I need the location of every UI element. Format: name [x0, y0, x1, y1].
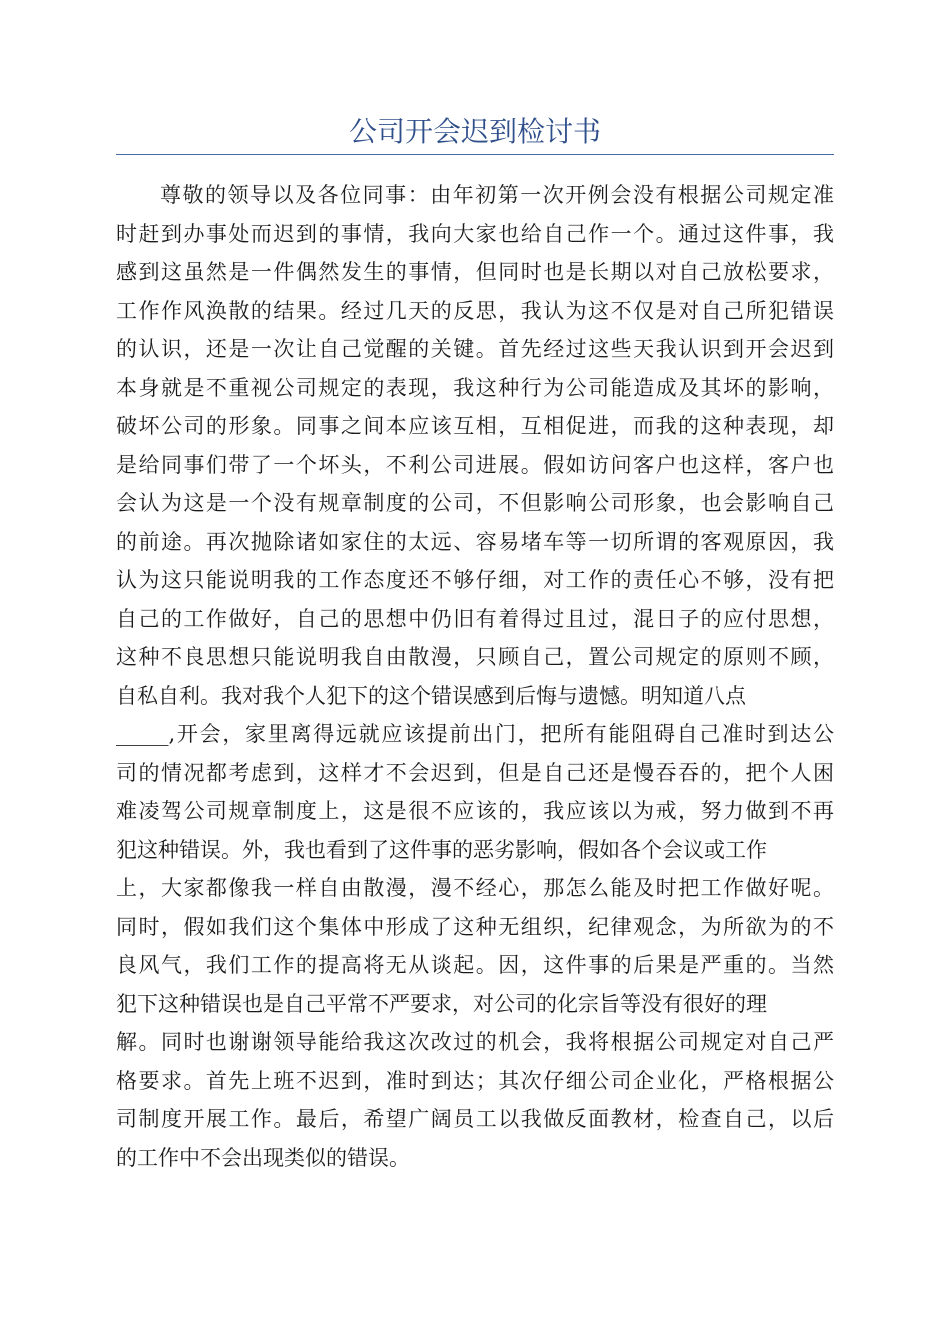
body-line: _____,开会，家里离得远就应该提前出门，把所有能阻碍自己准时到达公	[116, 722, 834, 746]
document-body	[116, 176, 834, 1177]
body-line: 良风气，我们工作的提高将无从谈起。因，这件事的后果是严重的。当然	[116, 953, 834, 977]
body-line: 司制度开展工作。最后，希望广阔员工以我做反面教材，检查自己，以后	[116, 1107, 834, 1131]
body-line: 的工作中不会出现类似的错误。	[116, 1145, 410, 1170]
body-line: 难凌驾公司规章制度上，这是很不应该的，我应该以为戒，努力做到不再	[116, 799, 834, 823]
body-line: 的认识，还是一次让自己觉醒的关键。首先经过这些天我认识到开会迟到	[116, 337, 834, 361]
body-line: 犯下这种错误也是自己平常不严要求，对公司的化宗旨等没有很好的理	[116, 991, 767, 1016]
body-line: 自己的工作做好，自己的思想中仍旧有着得过且过，混日子的应付思想，	[116, 606, 834, 631]
body-line: 破坏公司的形象。同事之间本应该互相，互相促进，而我的这种表现，却	[116, 414, 834, 438]
body-line: 是给同事们带了一个坏头，不利公司进展。假如访问客户也这样，客户也	[116, 452, 834, 477]
body-line: 时赶到办事处而迟到的事情，我向大家也给自己作一个。通过这件事，我	[116, 221, 834, 246]
body-line: 这种不良思想只能说明我自由散漫，只顾自己，置公司规定的原则不顾，	[116, 645, 834, 669]
body-line: 同时，假如我们这个集体中形成了这种无组织，纪律观念，为所欲为的不	[116, 914, 834, 939]
body-line: 感到这虽然是一件偶然发生的事情，但同时也是长期以对自己放松要求，	[116, 260, 834, 284]
body-line: 上，大家都像我一样自由散漫，漫不经心，那怎么能及时把工作做好呢。	[116, 876, 834, 900]
body-line: 犯这种错误。外，我也看到了这件事的恶劣影响，假如各个会议或工作	[116, 837, 767, 862]
body-line: 解。同时也谢谢领导能给我这次改过的机会，我将根据公司规定对自己严	[116, 1030, 834, 1054]
body-line: 的前途。再次抛除诸如家住的太远、容易堵车等一切所谓的客观原因，我	[116, 529, 834, 554]
body-line: 会认为这是一个没有规章制度的公司，不但影响公司形象，也会影响自己	[116, 491, 834, 515]
body-line: 工作作风涣散的结果。经过几天的反思，我认为这不仅是对自己所犯错误	[116, 298, 834, 323]
title-underline	[116, 154, 834, 155]
body-line: 司的情况都考虑到，这样才不会迟到，但是自己还是慢吞吞的，把个人困	[116, 760, 834, 785]
body-line: 认为这只能说明我的工作态度还不够仔细，对工作的责任心不够，没有把	[116, 568, 834, 592]
body-line: 尊敬的领导以及各位同事：由年初第一次开例会没有根据公司规定准	[160, 183, 834, 207]
body-line: 格要求。首先上班不迟到，准时到达；其次仔细公司企业化，严格根据公	[116, 1068, 834, 1093]
body-line: 本身就是不重视公司规定的表现，我这种行为公司能造成及其坏的影响，	[116, 375, 834, 400]
document-title: 公司开会迟到检讨书	[348, 115, 601, 148]
body-line: 自私自利。我对我个人犯下的这个错误感到后悔与遗憾。明知道八点	[116, 683, 746, 708]
